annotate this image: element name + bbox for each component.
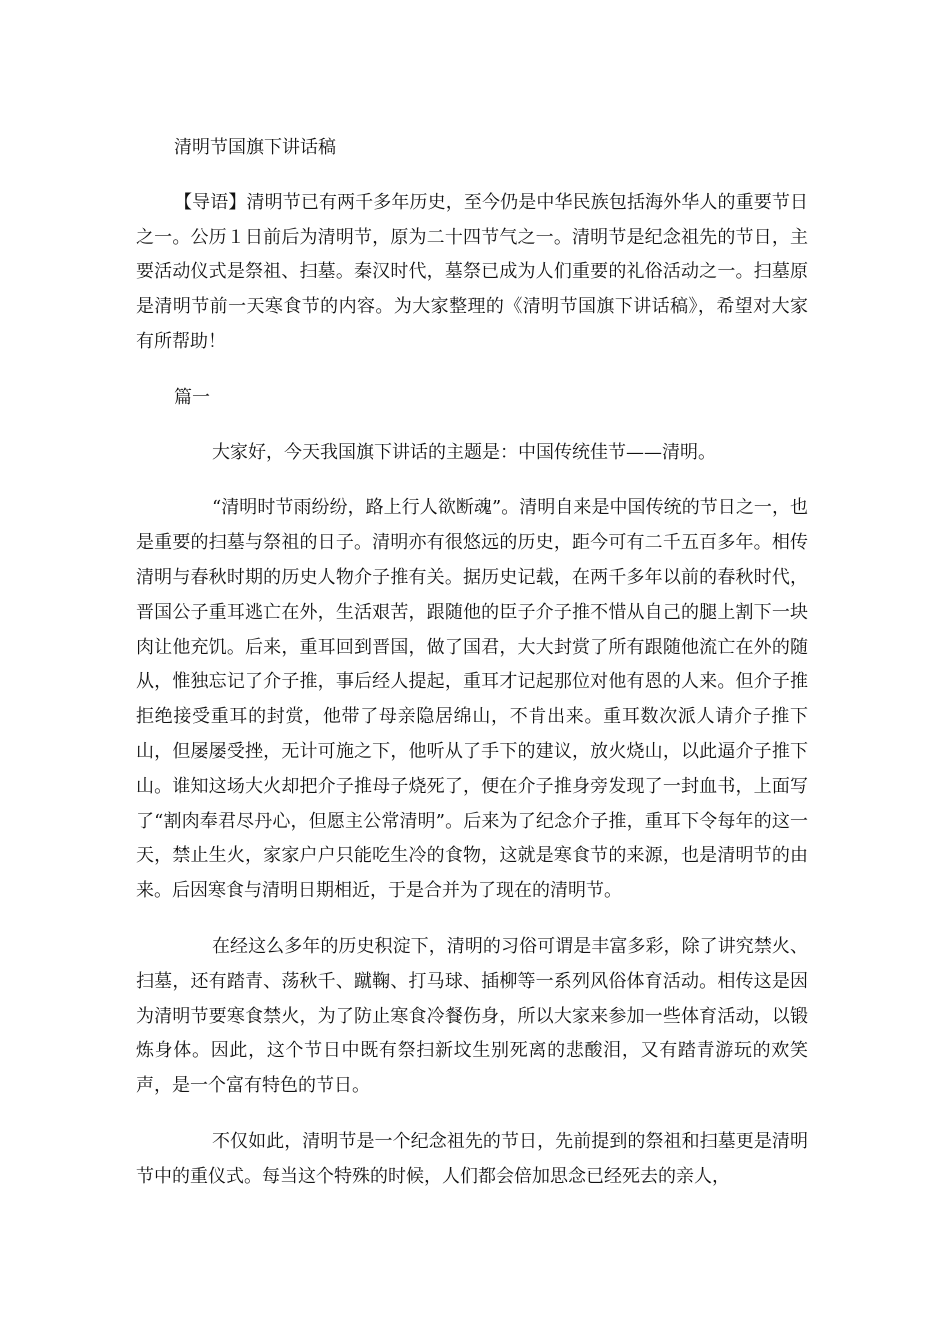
intro-paragraph: 【导语】清明节已有两千多年历史，至今仍是中华民族包括海外华人的重要节日之一。公历１日前后为清明节，原为二十四节气之一。清明节是纪念祖先的节日，主要活动仪式是祭祖、扫墓。秦汉时代，墓祭已成为人们重要的礼俗活动之一。扫墓原是清明节前一天寒食节的内容。为大家整理的《清明节国旗下讲话稿》，希望对大家有所帮助！ (136, 191, 808, 352)
body-paragraph: 在经这么多年的历史积淀下，清明的习俗可谓是丰富多彩，除了讲究禁火、扫墓，还有踏青、荡秋千、蹴鞠、打马球、插柳等一系列风俗体育活动。相传这是因为清明节要寒食禁火，为了防止寒食冷餐伤身，所以大家来参加一些体育活动，以锻炼身体。因此，这个节日中既有祭扫新坟生别死离的悲酸泪，又有踏青游玩的欢笑声，是一个富有特色的节日。 (136, 935, 808, 1097)
body-paragraph: 大家好，今天我国旗下讲话的主题是：中国传统佳节——清明。 (212, 441, 716, 463)
document-title: 清明节国旗下讲话稿 (174, 137, 336, 158)
body-paragraph: “清明时节雨纷纷，路上行人欲断魂”。清明自来是中国传统的节日之一，也是重要的扫墓与祭祖的日子。清明亦有很悠远的历史，距今可有二千五百多年。相传清明与春秋时期的历史人物介子推有关。据历史记载，在两千多年以前的春秋时代，晋国公子重耳逃亡在外，生活艰苦，跟随他的臣子介子推不惜从自己的腿上割下一块肉让他充饥。后来，重耳回到晋国，做了国君，大大封赏了所有跟随他流亡在外的随从，惟独忘记了介子推，事后经人提起，重耳才记起那位对他有恩的人来。但介子推拒绝接受重耳的封赏，他带了母亲隐居绵山，不肯出来。重耳数次派人请介子推下山，但屡屡受挫，无计可施之下，他听从了手下的建议，放火烧山，以此逼介子推下山。谁知这场大火却把介子推母子烧死了，便在介子推身旁发现了一封血书，上面写了“割肉奉君尽丹心，但愿主公常清明”。后来为了纪念介子推，重耳下令每年的这一天，禁止生火，家家户户只能吃生冷的食物，这就是寒食节的来源，也是清明节的由来。后因寒食与清明日期相近，于是合并为了现在的清明节。 (136, 497, 808, 902)
body-paragraph: 不仅如此，清明节是一个纪念祖先的节日，先前提到的祭祖和扫墓更是清明节中的重仪式。每当这个特殊的时候，人们都会倍加思念已经死去的亲人， (136, 1130, 808, 1187)
section-heading: 篇一 (174, 386, 210, 408)
document-body (136, 131, 808, 1195)
